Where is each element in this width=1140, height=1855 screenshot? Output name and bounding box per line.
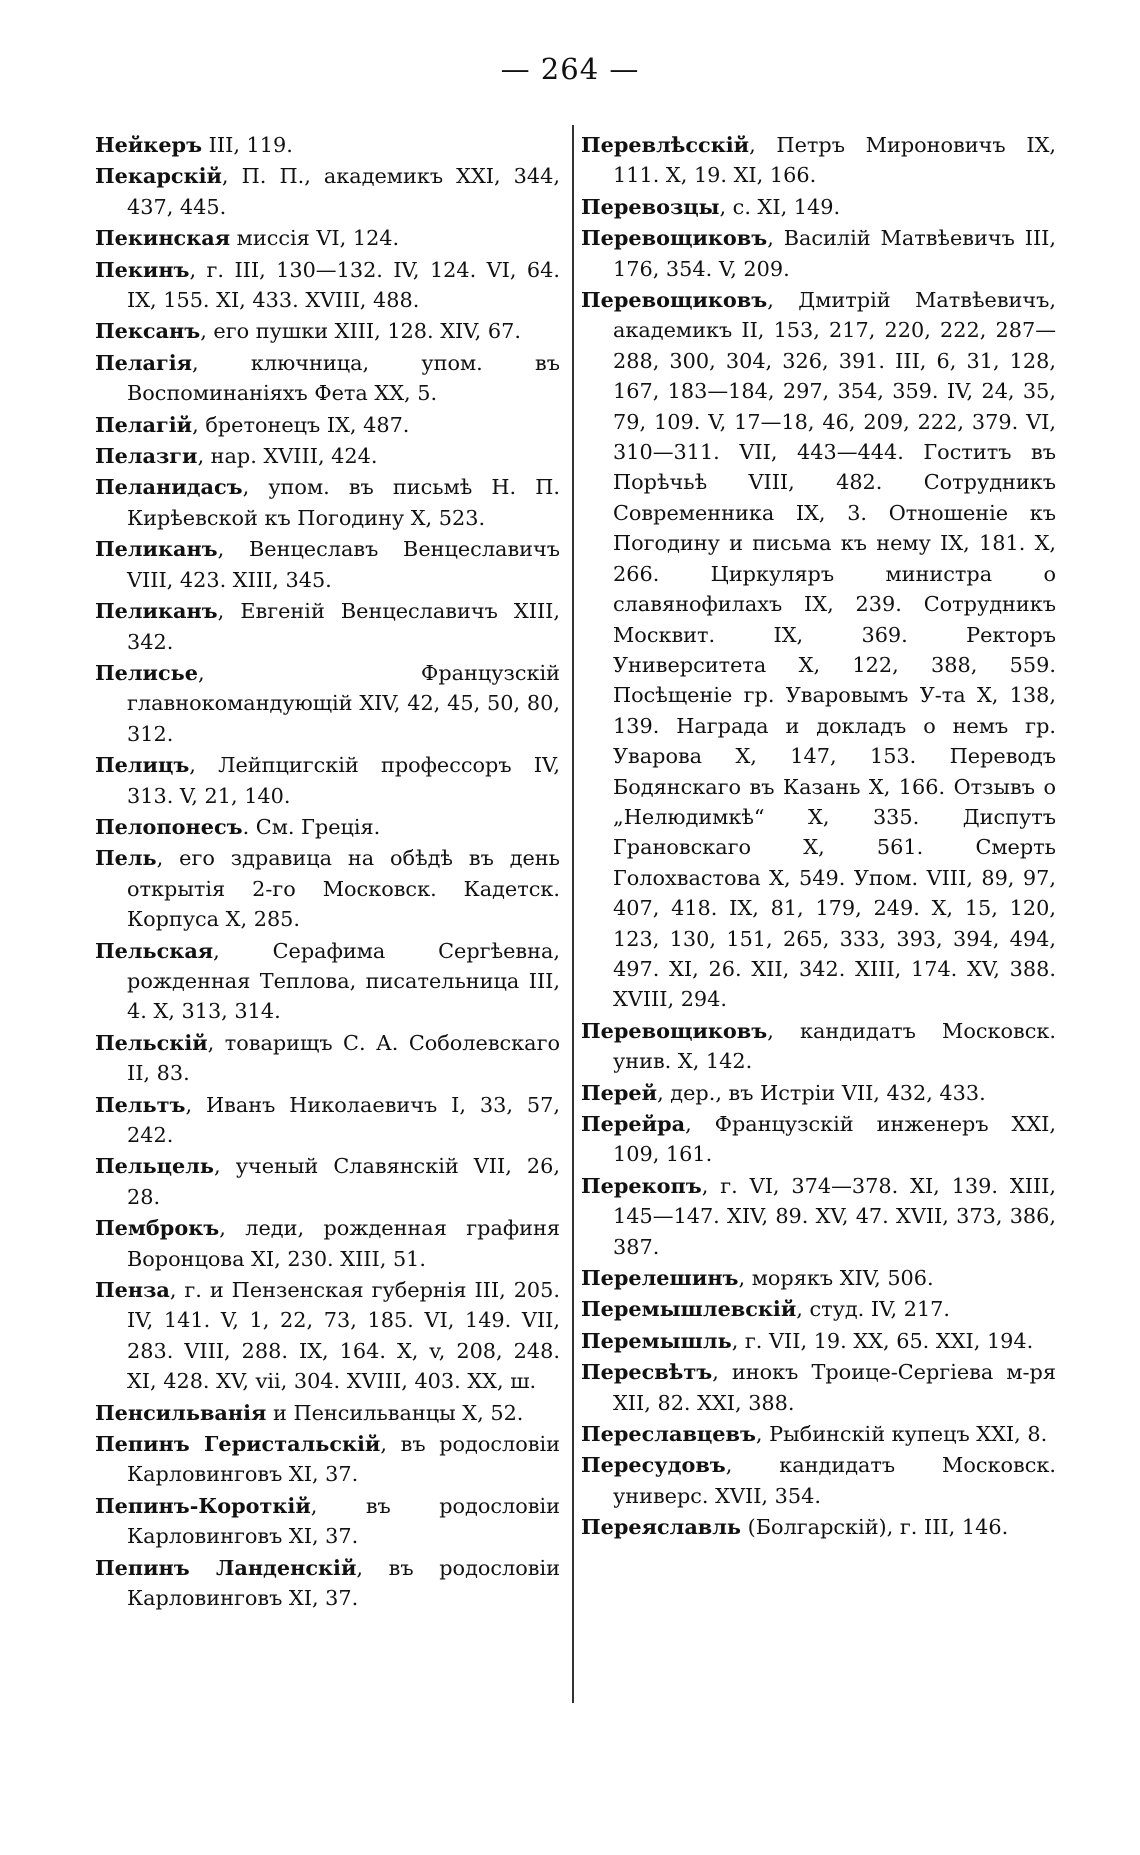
- entry-references: , студ. IV, 217.: [796, 1297, 951, 1322]
- entry-headword: Пель: [95, 845, 157, 871]
- entry-references: , г. и Пензенская губернія III, 205. IV, 141. V, 1, 22, 73, 185. VI, 149. VII, 283. VIII, 288. IX, 164. X, v, 208, 248. XI, 428. XV, vii, 304. XVIII, 403. XX, ш.: [127, 1278, 560, 1394]
- index-entry: [95, 1429, 560, 1490]
- entry-headword: Пелагія: [95, 349, 193, 375]
- entry-references: , Французскій инженеръ XXI, 109, 161.: [613, 1112, 1056, 1167]
- entry-references: , г. VI, 374—378. XI, 139. XIII, 145—147. XIV, 89. XV, 47. XVII, 373, 386, 387.: [613, 1173, 1056, 1259]
- index-entry: [581, 1078, 1056, 1108]
- index-entry: [95, 1275, 560, 1397]
- entry-references: , ученый Славянскій VII, 26, 28.: [127, 1154, 560, 1209]
- entry-references: , Василій Матвѣевичъ III, 176, 354. V, 209.: [613, 226, 1056, 281]
- entry-headword: Пелопонесъ: [95, 813, 243, 839]
- index-entry: [95, 812, 560, 842]
- index-entry: [95, 750, 560, 811]
- index-entry: [581, 1263, 1056, 1293]
- entry-references: . См. Греція.: [242, 814, 381, 839]
- index-column-left: [95, 130, 560, 1615]
- index-entry: [95, 1491, 560, 1552]
- index-entry: [95, 161, 560, 222]
- index-entry: [581, 285, 1056, 1015]
- entry-headword: Пельская: [95, 937, 214, 963]
- entry-references: , Дмитрій Матвѣевичъ, академикъ II, 153, 217, 220, 222, 287—288, 300, 304, 326, 391. III, 6, 31, 128, 167, 183—184, 297, 354, 359. IV, 24, 35, 79, 109. V, 17—18, 46, 209, 222, 379. VI, 310—311. VII, 443—444. Гоститъ въ Порѣчьѣ VIII, 482. Сотрудникъ Современника IX, 3. Отношеніе къ Погодину и письма къ нему IX, 181. X, 266. Циркуляръ министра о славянофилахъ IX, 239. Сотрудникъ Москвит. IX, 369. Ректоръ Университета X, 122, 388, 559. Посѣщеніе гр. Уваровымъ У-та X, 138, 139. Награда и докладъ о немъ гр. Уварова X, 147, 153. Переводъ Бодянскаго въ Казань X, 166. Отзывъ о „Нелюдимкѣ“ X, 335. Диспутъ Грановскаго X, 561. Смерть Голохвастова X, 549. Упом. VIII, 89, 97, 407, 418. IX, 81, 179, 249. X, 15, 120, 123, 130, 151, 265, 333, 393, 394, 494, 497. XI, 26. XII, 342. XIII, 174. XV, 388. XVIII, 294.: [613, 288, 1056, 1012]
- entry-headword: Пексанъ: [95, 318, 201, 344]
- entry-headword: Перевозцы: [581, 193, 720, 219]
- entry-references: , Иванъ Николаевичъ I, 33, 57, 242.: [127, 1092, 560, 1147]
- entry-headword: Нейкеръ: [95, 132, 203, 157]
- entry-references: , товарищъ С. А. Соболевскаго II, 83.: [127, 1030, 560, 1086]
- entry-headword: Пересудовъ: [581, 1452, 726, 1478]
- index-entry: [95, 843, 560, 934]
- entry-headword: Пеликанъ: [95, 536, 218, 562]
- entry-references: , Евгеній Венцеславичъ XIII, 342.: [127, 599, 560, 654]
- column-divider: [572, 125, 574, 1703]
- entry-references: , въ родословіи Карловинговъ XI, 37.: [127, 1555, 560, 1611]
- entry-references: , дер., въ Истріи VII, 432, 433.: [657, 1080, 986, 1105]
- entry-headword: Пепинъ-Короткій: [95, 1492, 311, 1518]
- entry-headword: Перевощиковъ: [581, 225, 768, 251]
- index-entry: [581, 1171, 1056, 1262]
- entry-references: , Лейпцигскій профессоръ IV, 313. V, 21, 140.: [127, 753, 560, 808]
- index-entry: [581, 1326, 1056, 1356]
- entry-headword: Пеликанъ: [95, 598, 218, 624]
- entry-references: , г. VII, 19. XX, 65. XXI, 194.: [731, 1328, 1034, 1353]
- entry-references: , Венцеславъ Венцеславичъ VIII, 423. XIII, 345.: [127, 537, 560, 592]
- entry-references: и Пенсильванцы X, 52.: [266, 1400, 524, 1425]
- entry-headword: Перевощиковъ: [581, 1017, 768, 1043]
- entry-references: миссія VI, 124.: [230, 226, 400, 251]
- entry-references: , морякъ XIV, 506.: [738, 1266, 934, 1291]
- index-entry: [95, 596, 560, 657]
- index-entry: [581, 130, 1056, 191]
- entry-headword: Перемышлевскій: [581, 1296, 797, 1322]
- index-entry: [581, 1294, 1056, 1324]
- entry-headword: Пенсильванія: [95, 1399, 267, 1425]
- entry-headword: Пепинъ Геристальскій: [95, 1431, 381, 1457]
- entry-headword: Перемышль: [581, 1327, 732, 1353]
- entry-headword: Пекинская: [95, 225, 231, 251]
- entry-references: , леди, рожденная графиня Воронцова XI, 230. XIII, 51.: [127, 1216, 560, 1271]
- index-entry: [95, 255, 560, 316]
- entry-headword: Пеланидасъ: [95, 474, 243, 500]
- index-entry: [581, 1450, 1056, 1511]
- entry-headword: Пемброкъ: [95, 1215, 220, 1241]
- entry-headword: Пелицъ: [95, 752, 190, 778]
- index-column-right: [581, 130, 1056, 1544]
- entry-references: (Болгарскій), г. III, 146.: [741, 1515, 1009, 1540]
- index-entry: [95, 472, 560, 533]
- entry-headword: Пелисье: [95, 659, 198, 685]
- index-entry: [95, 348, 560, 409]
- entry-references: , бретонецъ IX, 487.: [192, 412, 410, 437]
- index-entry: [95, 658, 560, 749]
- entry-headword: Пелазги: [95, 443, 198, 469]
- entry-references: , его здравица на обѣдѣ въ день открытія 2-го Московск. Кадетск. Корпуса X, 285.: [127, 846, 560, 932]
- entry-references: , кандидатъ Московск. унив. X, 142.: [613, 1018, 1056, 1074]
- entry-references: , П. П., академикъ XXI, 344, 437, 445.: [127, 164, 560, 219]
- entry-headword: Переславцевъ: [581, 1421, 756, 1447]
- index-entry: [581, 223, 1056, 284]
- entry-headword: Пельцель: [95, 1153, 215, 1179]
- entry-references: , с. XI, 149.: [719, 194, 841, 219]
- entry-headword: Пелагій: [95, 411, 193, 437]
- index-entry: [95, 534, 560, 595]
- entry-headword: Пенза: [95, 1277, 170, 1303]
- index-entry: [581, 1016, 1056, 1077]
- entry-headword: Пекинъ: [95, 256, 190, 282]
- entry-references: , его пушки XIII, 128. XIV, 67.: [200, 319, 521, 344]
- index-entry: [581, 1357, 1056, 1418]
- index-entry: [95, 1553, 560, 1614]
- entry-headword: Пельскій: [95, 1029, 208, 1055]
- index-entry: [95, 316, 560, 346]
- entry-headword: Переяславль: [581, 1514, 742, 1540]
- entry-headword: Перекопъ: [581, 1172, 702, 1198]
- index-entry: [95, 441, 560, 471]
- index-entry: [95, 936, 560, 1027]
- entry-references: , Серафима Сергѣевна, рожденная Теплова, писательница III, 4. X, 313, 314.: [127, 938, 560, 1024]
- index-entry: [95, 1213, 560, 1274]
- entry-references: , Рыбинскій купецъ XXI, 8.: [755, 1422, 1048, 1447]
- index-entry: [581, 1419, 1056, 1449]
- entry-headword: Перей: [581, 1079, 658, 1105]
- entry-references: , Петръ Мироновичъ IX, 111. X, 19. XI, 166.: [613, 133, 1056, 188]
- index-entry: [95, 1398, 560, 1428]
- index-entry: [95, 1090, 560, 1151]
- index-entry: [95, 130, 560, 160]
- entry-headword: Перелешинъ: [581, 1265, 739, 1291]
- entry-references: , г. III, 130—132. IV, 124. VI, 64. IX, 155. XI, 433. XVIII, 488.: [127, 257, 560, 313]
- entry-references: , нар. XVIII, 424.: [197, 444, 378, 469]
- index-entry: [581, 1512, 1056, 1542]
- index-entry: [95, 410, 560, 440]
- entry-headword: Перевощиковъ: [581, 287, 768, 313]
- entry-headword: Перейра: [581, 1111, 686, 1136]
- page-number: — 264 —: [500, 52, 640, 86]
- entry-references: , инокъ Троице-Сергіева м-ря XII, 82. XXI, 388.: [613, 1360, 1056, 1415]
- index-entry: [95, 1028, 560, 1089]
- entry-references: , въ родословіи Карловинговъ XI, 37.: [127, 1493, 560, 1549]
- index-entry: [581, 192, 1056, 222]
- entry-headword: Пекарскій: [95, 163, 222, 189]
- entry-headword: Перевлѣсскій: [581, 132, 750, 157]
- index-entry: [581, 1109, 1056, 1170]
- entry-headword: Пельтъ: [95, 1091, 186, 1117]
- index-entry: [95, 1151, 560, 1212]
- entry-headword: Пепинъ Ланденскій: [95, 1554, 357, 1580]
- index-entry: [95, 223, 560, 253]
- entry-references: , въ родословіи Карловинговъ XI, 37.: [127, 1432, 560, 1487]
- entry-references: , упом. въ письмѣ Н. П. Кирѣевской къ Погодину X, 523.: [127, 475, 560, 530]
- entry-references: III, 119.: [202, 133, 293, 157]
- entry-headword: Пересвѣтъ: [581, 1359, 713, 1385]
- entry-references: , кандидатъ Московск. универс. XVII, 354.: [613, 1453, 1056, 1508]
- entry-references: , Французскій главнокомандующій XIV, 42, 45, 50, 80, 312.: [127, 660, 560, 746]
- entry-references: , ключница, упом. въ Воспоминаніяхъ Фета XX, 5.: [127, 350, 560, 406]
